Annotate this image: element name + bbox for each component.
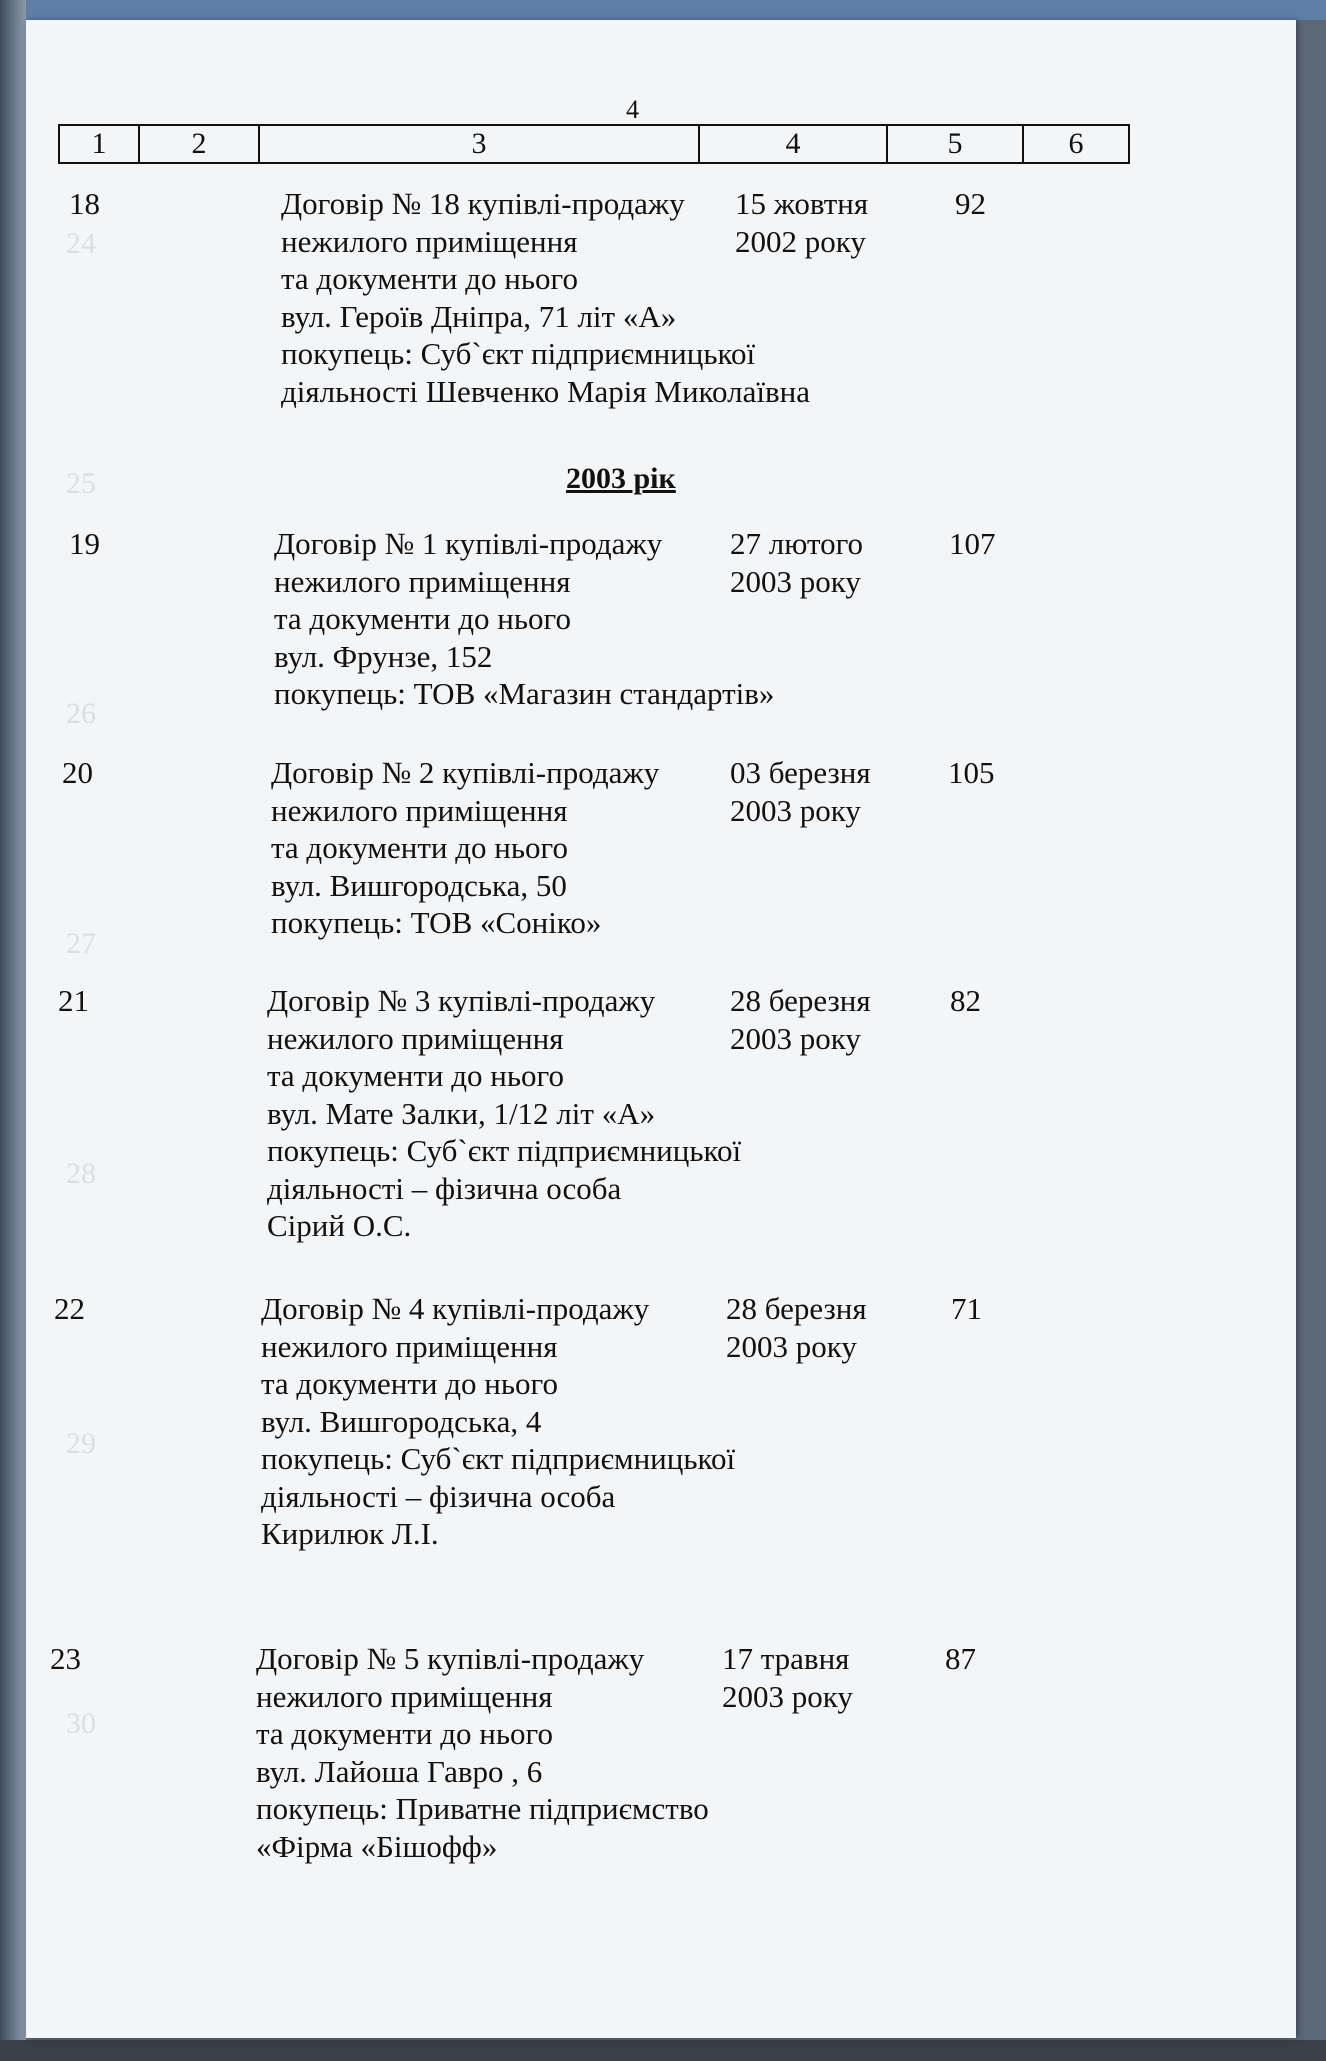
bleed-through: 27 <box>66 927 96 960</box>
description-line: Договір № 2 купівлі-продажу <box>271 755 660 790</box>
entry-date <box>730 525 863 600</box>
entry-description <box>267 982 741 1245</box>
description-line: та документи до нього <box>267 1058 564 1093</box>
date-line: 2003 року <box>726 1328 857 1364</box>
date-line: 28 березня <box>730 983 871 1018</box>
entry-page-count: 107 <box>949 526 996 561</box>
description-line: покупець: ТОВ «Магазин стандартів» <box>274 676 775 711</box>
description-line: та документи до нього <box>261 1366 558 1401</box>
entry-page-count: 87 <box>945 1641 976 1676</box>
description-line: Кирилюк Л.І. <box>261 1516 439 1551</box>
description-line: вул. Мате Залки, 1/12 літ «А» <box>267 1095 656 1131</box>
entry-number: 22 <box>54 1291 85 1326</box>
entry-date <box>722 1640 853 1715</box>
date-line: 28 березня <box>726 1291 867 1326</box>
description-line: Договір № 1 купівлі-продажу <box>274 526 663 561</box>
entry-date <box>730 982 871 1057</box>
date-line: 2003 року <box>730 563 861 599</box>
entry-number: 18 <box>69 186 100 221</box>
description-line: та документи до нього <box>271 830 568 865</box>
description-line: діяльності – фізична особа <box>267 1170 622 1206</box>
section-title-year: 2003 рік <box>566 462 676 495</box>
column-header: 3 <box>259 125 699 163</box>
description-line: нежилого приміщення <box>261 1328 558 1364</box>
description-line: покупець: Суб`єкт підприємницької <box>267 1133 742 1168</box>
column-header: 6 <box>1023 125 1129 163</box>
description-line: Договір № 18 купівлі-продажу <box>281 186 685 221</box>
entry-number: 20 <box>62 755 93 790</box>
description-line: покупець: Суб`єкт підприємницької <box>261 1441 736 1476</box>
entry-description <box>261 1290 735 1553</box>
book-bottom-edge <box>0 2040 1326 2061</box>
column-header: 5 <box>887 125 1023 163</box>
date-line: 17 травня <box>722 1641 850 1676</box>
date-line: 27 лютого <box>730 526 864 561</box>
description-line: нежилого приміщення <box>267 1020 564 1056</box>
column-header: 2 <box>139 125 259 163</box>
description-line: покупець: Приватне підприємство <box>256 1791 709 1826</box>
description-line: вул. Вишгородська, 50 <box>271 867 567 903</box>
entry-date <box>735 185 868 260</box>
document-page <box>26 20 1296 2038</box>
date-line: 03 березня <box>730 755 871 790</box>
description-line: вул. Лайоша Гавро , 6 <box>256 1753 543 1789</box>
description-line: покупець: ТОВ «Соніко» <box>271 905 602 940</box>
description-line: діяльності Шевченко Марія Миколаївна <box>281 373 810 409</box>
date-line: 2003 року <box>730 1020 861 1056</box>
description-line: та документи до нього <box>274 601 571 636</box>
description-line: діяльності – фізична особа <box>261 1478 616 1514</box>
bleed-through: 29 <box>66 1427 96 1460</box>
entry-description <box>274 525 774 713</box>
date-line: 2003 року <box>722 1678 853 1714</box>
entry-number: 23 <box>50 1641 81 1676</box>
entry-date <box>730 754 871 829</box>
column-header: 1 <box>59 125 139 163</box>
entry-description <box>281 185 810 410</box>
description-line: нежилого приміщення <box>271 792 568 828</box>
entry-description <box>256 1640 709 1865</box>
entry-description <box>271 754 659 942</box>
date-line: 2002 року <box>735 223 866 259</box>
description-line: нежилого приміщення <box>281 223 578 259</box>
description-line: покупець: Суб`єкт підприємницької <box>281 336 756 371</box>
description-line: нежилого приміщення <box>274 563 571 599</box>
column-header-table <box>58 124 1130 164</box>
description-line: Договір № 3 купівлі-продажу <box>267 983 656 1018</box>
date-line: 2003 року <box>730 792 861 828</box>
entry-page-count: 82 <box>950 983 981 1018</box>
column-header: 4 <box>699 125 887 163</box>
book-cover-edge <box>26 0 1326 20</box>
bleed-through: 24 <box>66 227 96 260</box>
bleed-through: 28 <box>66 1157 96 1190</box>
entry-page-count: 105 <box>948 755 995 790</box>
book-binding <box>0 0 26 2061</box>
date-line: 15 жовтня <box>735 186 869 221</box>
description-line: вул. Вишгородська, 4 <box>261 1403 542 1439</box>
bleed-through: 26 <box>66 697 96 730</box>
description-line: та документи до нього <box>256 1716 553 1751</box>
description-line: Договір № 4 купівлі-продажу <box>261 1291 650 1326</box>
entry-date <box>726 1290 867 1365</box>
description-line: нежилого приміщення <box>256 1678 553 1714</box>
entry-number: 19 <box>69 526 100 561</box>
entry-page-count: 92 <box>955 186 986 221</box>
entry-page-count: 71 <box>951 1291 982 1326</box>
bleed-through: 30 <box>66 1707 96 1740</box>
bleed-through: 25 <box>66 467 96 500</box>
description-line: вул. Фрунзе, 152 <box>274 638 493 674</box>
description-line: Договір № 5 купівлі-продажу <box>256 1641 645 1676</box>
description-line: та документи до нього <box>281 261 578 296</box>
page-number: 4 <box>626 95 639 124</box>
description-line: «Фірма «Бішофф» <box>256 1828 498 1864</box>
description-line: вул. Героїв Дніпра, 71 літ «А» <box>281 298 677 334</box>
entry-number: 21 <box>58 983 89 1018</box>
description-line: Сірий О.С. <box>267 1208 412 1243</box>
